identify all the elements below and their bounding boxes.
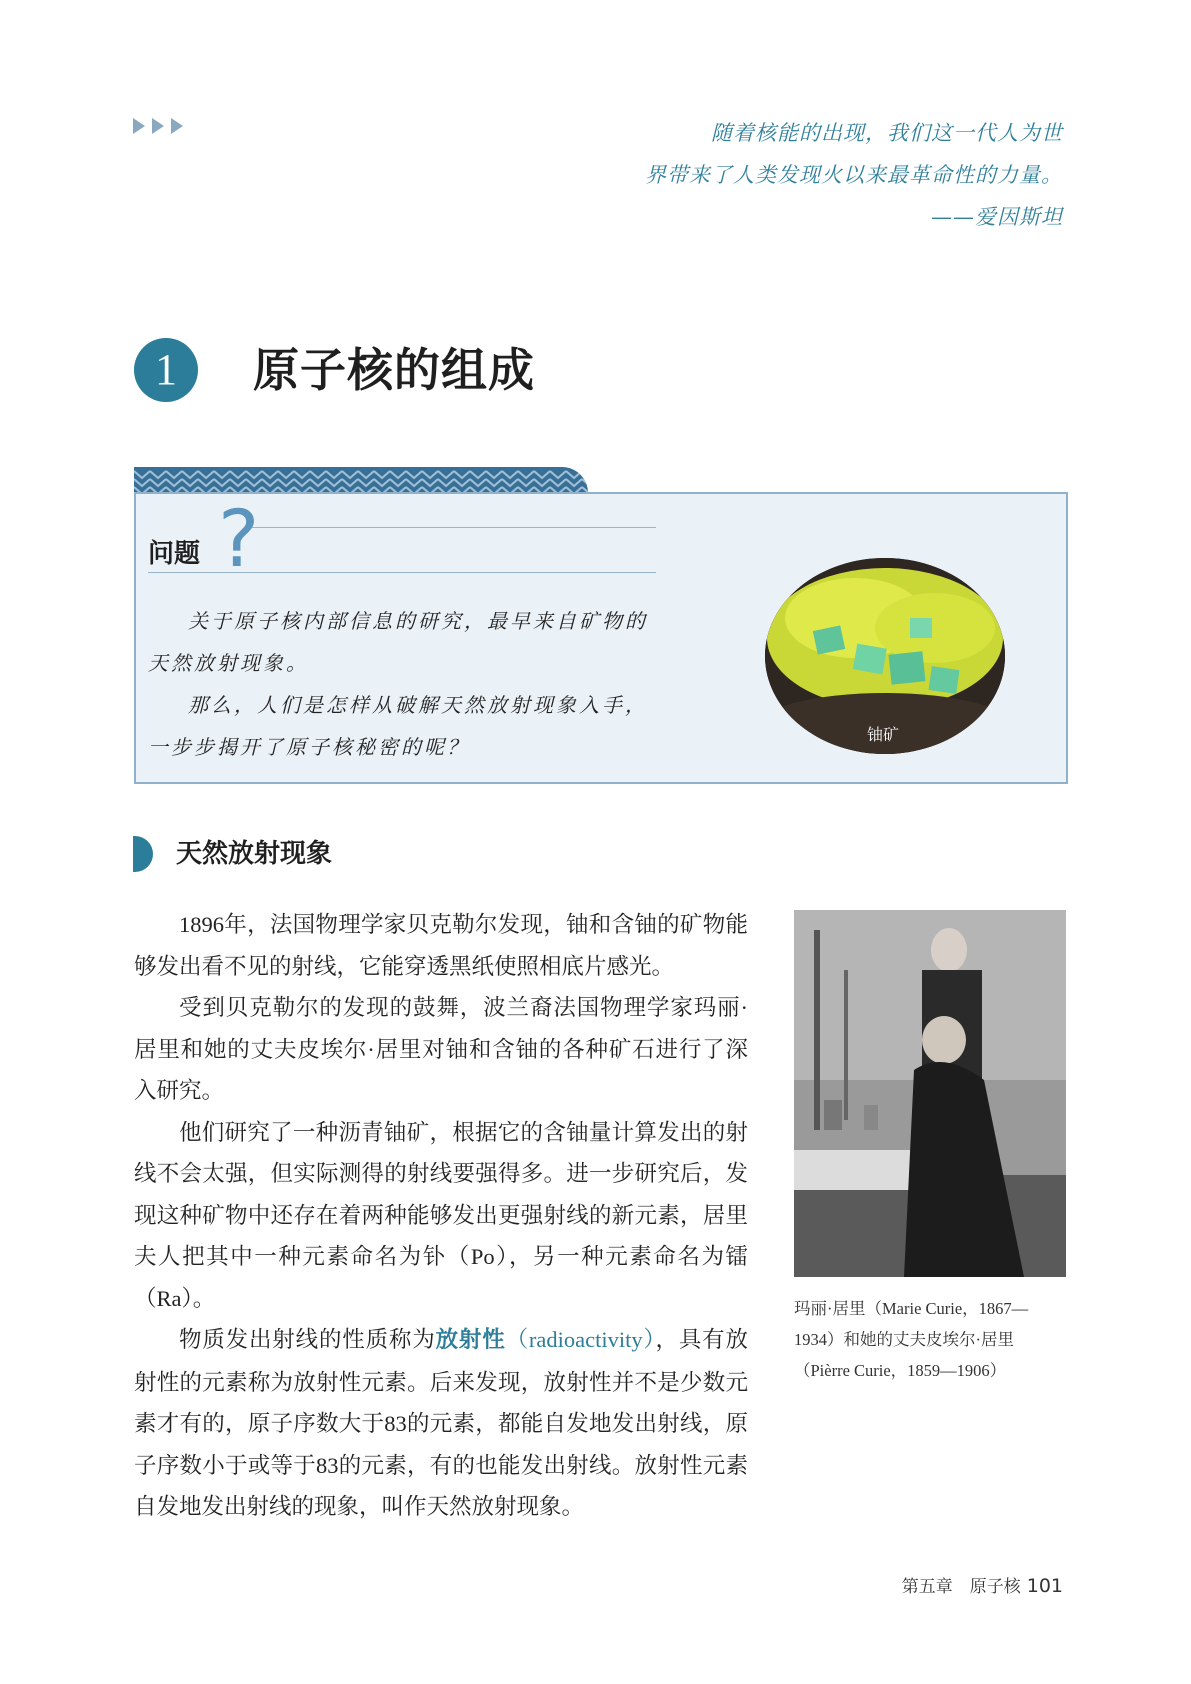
question-label: 问题 — [148, 539, 201, 569]
chapter-label: 第五章 原子核 — [901, 1577, 1021, 1597]
question-box-header-band — [134, 467, 588, 493]
subsection-marker — [133, 836, 153, 872]
body-paragraph: 受到贝克勒尔的发现的鼓舞，波兰裔法国物理学家玛丽·居里和她的丈夫皮埃尔·居里对铀和含铀的各种矿石进行了深入研究。 — [134, 995, 748, 1103]
page-number: 101 — [1026, 1575, 1063, 1597]
caption-line: （Pièrre Curie，1859—1906） — [794, 1361, 1007, 1380]
key-term-english: （radioactivity） — [505, 1327, 656, 1352]
paragraph-text: 物质发出射线的性质称为 — [179, 1327, 436, 1352]
quote-line: 界带来了人类发现火以来最革命性的力量。 — [645, 163, 1063, 187]
body-paragraph — [134, 1319, 748, 1528]
zigzag-pattern — [134, 467, 588, 493]
section-number-badge: 1 — [134, 338, 198, 402]
subsection-title: 天然放射现象 — [176, 839, 333, 869]
decorative-arrows — [133, 118, 183, 134]
caption-line: 1934）和她的丈夫皮埃尔·居里 — [794, 1330, 1014, 1349]
divider-line — [250, 527, 656, 528]
paragraph-text: ，具有放射性的元素称为放射性元素。后来发现，放射性并不是少数元素才有的，原子序数大于83的元素，都能自发地发出射线，原子序数小于或等于83的元素，有的也能发出射线。放射性元素自发地发出射线的现象，叫作天然放射现象。 — [134, 1327, 748, 1519]
quote-line: 随着核能的出现，我们这一代人为世 — [711, 121, 1063, 145]
quote-author: ——爱因斯坦 — [931, 205, 1063, 229]
key-term: 放射性 — [435, 1327, 506, 1353]
question-paragraph: 那么，人们是怎样从破解天然放射现象入手，一步步揭开了原子核秘密的呢？ — [148, 693, 648, 759]
arrow-icon — [133, 118, 145, 134]
photo-caption — [794, 1293, 1074, 1386]
arrow-icon — [152, 118, 164, 134]
page-footer — [902, 1572, 1063, 1597]
mineral-caption: 铀矿 — [867, 725, 900, 744]
body-text — [134, 904, 748, 1528]
body-paragraph: 他们研究了一种沥青铀矿，根据它的含铀量计算发出的射线不会太强，但实际测得的射线要强得多。进一步研究后，发现这种矿物中还存在着两种能够发出更强射线的新元素，居里夫人把其中一种元素命名为钋（Po），另一种元素命名为镭（Ra）。 — [134, 1119, 748, 1311]
section-title: 原子核的组成 — [253, 343, 535, 397]
arrow-icon — [171, 118, 183, 134]
body-paragraph: 1896年，法国物理学家贝克勒尔发现，铀和含铀的矿物能够发出看不见的射线，它能穿透黑纸使照相底片感光。 — [134, 912, 748, 979]
epigraph-quote — [645, 112, 1063, 238]
curie-photo — [794, 910, 1066, 1277]
question-paragraph: 关于原子核内部信息的研究，最早来自矿物的天然放射现象。 — [148, 609, 648, 675]
curie-photo-illustration — [794, 910, 1066, 1277]
question-mark-icon: ? — [218, 495, 260, 585]
question-text — [148, 600, 660, 768]
caption-line: 玛丽·居里（Marie Curie，1867— — [794, 1299, 1029, 1318]
